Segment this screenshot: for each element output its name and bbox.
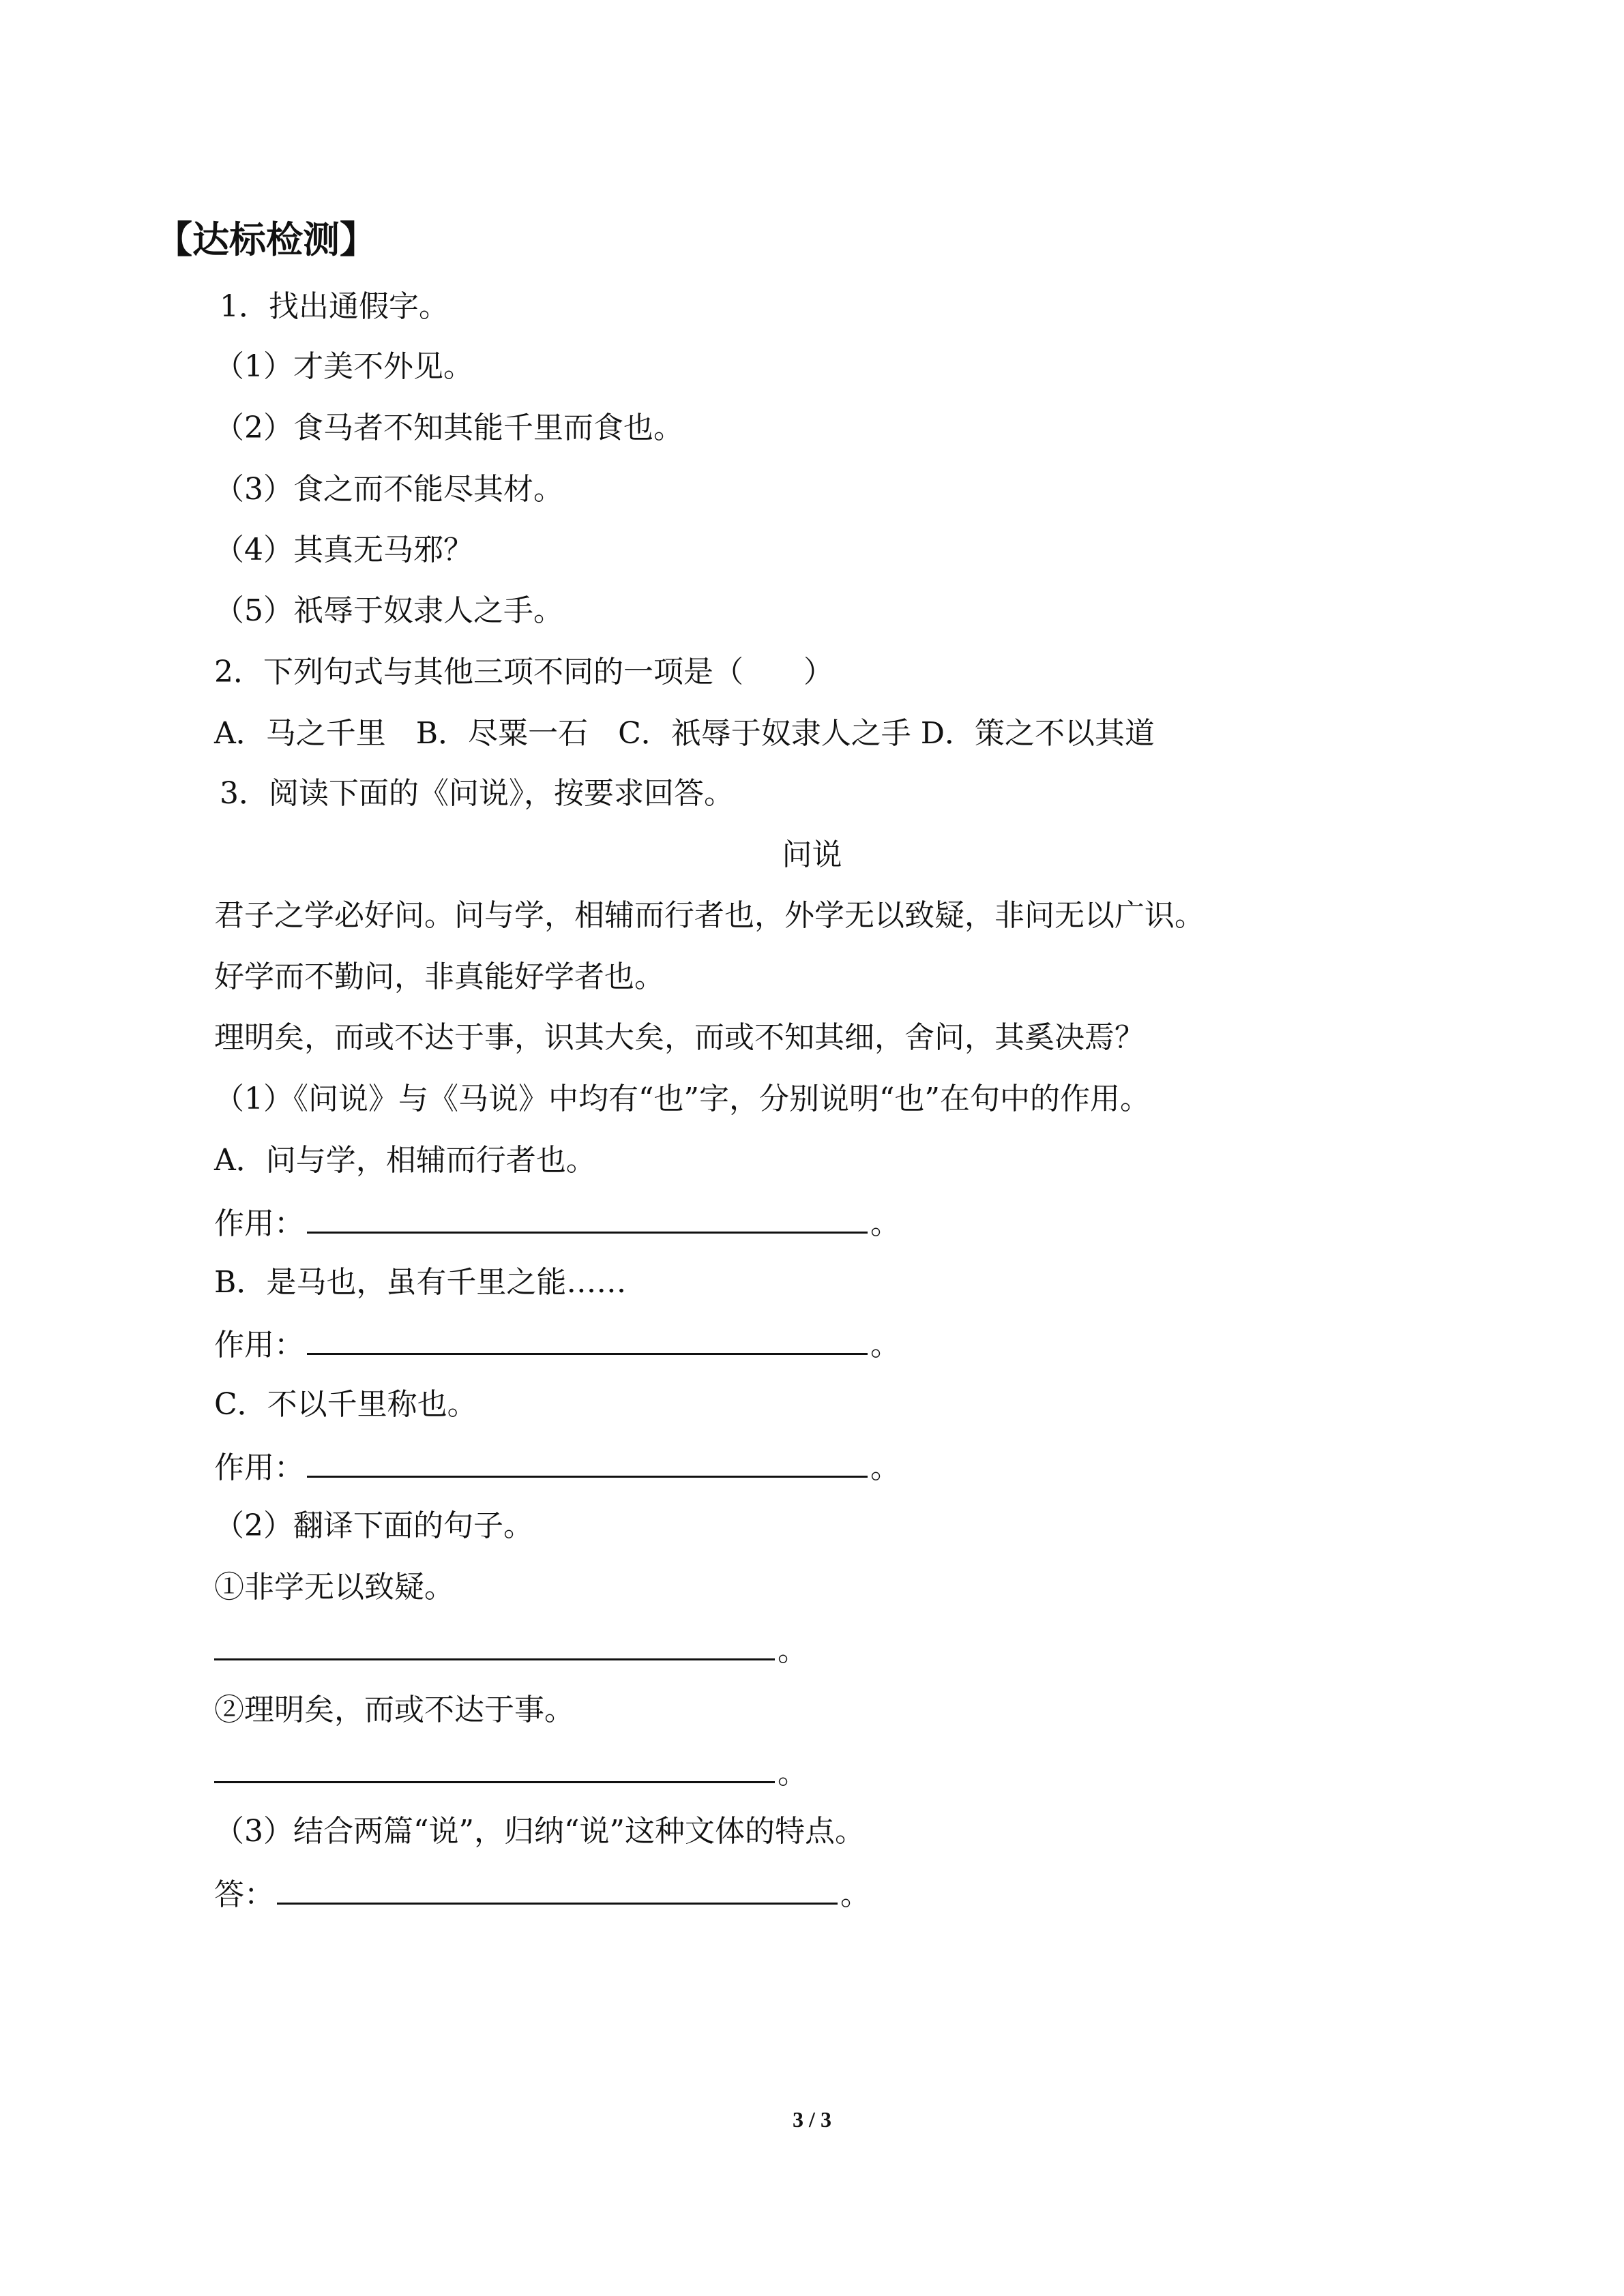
answer-label: 作用： bbox=[214, 1450, 304, 1485]
sub1-option-c: C．不以千里称也。 bbox=[214, 1387, 477, 1422]
sub2-stem: （2）翻译下面的句子。 bbox=[214, 1508, 533, 1543]
answer-label: 答： bbox=[214, 1877, 274, 1912]
answer-end: 。 bbox=[778, 1633, 808, 1668]
q1-item-4: （4）其真无马邪？ bbox=[214, 533, 473, 567]
passage-line-1: 君子之学必好问。问与学，相辅而行者也，外学无以致疑，非问无以广识。 bbox=[214, 898, 1205, 933]
q2-stem: 2．下列句式与其他三项不同的一项是（ ） bbox=[214, 655, 833, 689]
answer-blank[interactable] bbox=[214, 1628, 775, 1660]
answer-end: 。 bbox=[870, 1206, 900, 1241]
answer-blank[interactable] bbox=[277, 1873, 838, 1905]
sub1-answer-a bbox=[214, 1202, 900, 1244]
q1-stem: 1．找出通假字。 bbox=[220, 289, 449, 324]
answer-end: 。 bbox=[840, 1877, 870, 1912]
q1-item-3: （3）食之而不能尽其材。 bbox=[214, 472, 563, 507]
page-number: 3 / 3 bbox=[793, 2107, 831, 2132]
sub2-answer-1 bbox=[214, 1628, 808, 1671]
answer-blank[interactable] bbox=[214, 1751, 775, 1783]
q1-item-2: （2）食马者不知其能千里而食也。 bbox=[214, 411, 683, 445]
q2-options: A．马之千里 B．尽粟一石 C．祇辱于奴隶人之手 D．策之不以其道 bbox=[214, 716, 1155, 751]
answer-end: 。 bbox=[870, 1328, 900, 1362]
sub2-sentence-1: ①非学无以致疑。 bbox=[214, 1570, 454, 1605]
q1-item-5: （5）祇辱于奴隶人之手。 bbox=[214, 593, 563, 628]
q1-item-1: （1）才美不外见。 bbox=[214, 349, 473, 384]
passage-title: 问说 bbox=[782, 837, 842, 872]
answer-blank[interactable] bbox=[307, 1202, 868, 1234]
answer-blank[interactable] bbox=[307, 1323, 868, 1355]
sub1-option-b: B．是马也，虽有千里之能…… bbox=[214, 1265, 627, 1300]
sub1-answer-b bbox=[214, 1323, 900, 1366]
sub1-stem: （1）《问说》与《马说》中均有“也”字，分别说明“也”在句中的作用。 bbox=[214, 1082, 1150, 1116]
sub1-option-a: A．问与学，相辅而行者也。 bbox=[214, 1143, 596, 1178]
sub2-answer-2 bbox=[214, 1751, 808, 1794]
sub1-answer-c bbox=[214, 1446, 900, 1489]
sub2-sentence-2: ②理明矣，而或不达于事。 bbox=[214, 1693, 574, 1727]
sub3-answer bbox=[214, 1873, 870, 1915]
answer-label: 作用： bbox=[214, 1328, 304, 1362]
q3-stem: 3．阅读下面的《问说》，按要求回答。 bbox=[220, 776, 734, 811]
section-title: 【达标检测】 bbox=[156, 218, 377, 261]
answer-end: 。 bbox=[778, 1756, 808, 1791]
passage-line-3: 理明矣，而或不达于事，识其大矣，而或不知其细，舍问，其奚决焉？ bbox=[214, 1020, 1145, 1055]
answer-label: 作用： bbox=[214, 1206, 304, 1241]
passage-line-2: 好学而不勤问，非真能好学者也。 bbox=[214, 959, 664, 994]
answer-end: 。 bbox=[870, 1450, 900, 1485]
answer-blank[interactable] bbox=[307, 1446, 868, 1478]
sub3-stem: （3）结合两篇“说”，归纳“说”这种文体的特点。 bbox=[214, 1814, 865, 1849]
